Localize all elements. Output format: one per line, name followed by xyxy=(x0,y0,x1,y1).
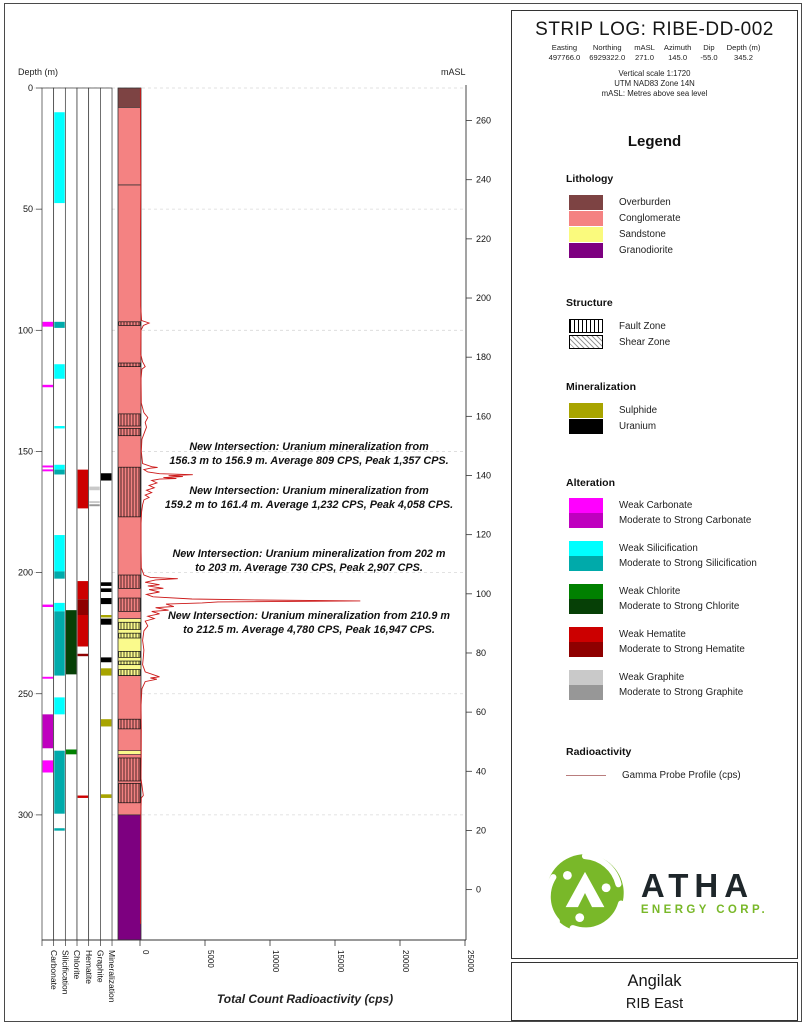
gamma-line-swatch xyxy=(566,775,606,776)
shear-zone-swatch xyxy=(569,335,603,349)
track-interval xyxy=(66,749,76,754)
legend-section-mineralization xyxy=(566,381,791,434)
legend-label: Sulphide xyxy=(619,404,658,416)
masl-tick-label: 120 xyxy=(476,529,492,540)
collar-field xyxy=(664,43,691,62)
legend-pair-labels xyxy=(619,627,745,657)
fault-zone xyxy=(119,598,141,611)
area-name: RIB East xyxy=(625,996,684,1012)
legend-label: Fault Zone xyxy=(619,320,666,332)
track-interval xyxy=(78,470,88,509)
collar-field-value: 497766.0 xyxy=(548,52,581,62)
track-interval xyxy=(101,615,111,617)
track-interval xyxy=(66,610,76,674)
legend-pair-swatches xyxy=(569,584,603,614)
strong-swatch xyxy=(569,642,603,657)
fault-zone xyxy=(119,575,141,588)
depth-tick-label: 200 xyxy=(17,567,33,578)
legend-pair-item xyxy=(566,541,791,571)
track-interval xyxy=(101,619,111,625)
panel-note: Vertical scale 1:1720 xyxy=(618,69,691,78)
track-mineralization xyxy=(100,88,112,940)
collar-fields xyxy=(512,43,797,62)
legend-label: Shear Zone xyxy=(619,336,671,348)
intersection-annotation xyxy=(140,485,478,512)
fault-zone xyxy=(119,651,141,657)
track-interval xyxy=(54,112,64,203)
track-hematite xyxy=(77,88,89,940)
legend-item xyxy=(566,418,791,434)
lithology-overburden xyxy=(118,88,141,107)
collar-field xyxy=(727,43,761,62)
legend-item xyxy=(566,767,791,783)
legend-label: Weak Carbonate xyxy=(619,500,693,511)
fault-zone xyxy=(119,633,141,638)
fault-zone xyxy=(119,467,141,517)
legend-label: Sandstone xyxy=(619,228,666,240)
track-interval xyxy=(54,571,64,578)
masl-tick-label: 200 xyxy=(476,293,492,304)
depth-tick-label: 50 xyxy=(22,204,33,215)
cps-tick-label: 15000 xyxy=(336,950,345,973)
project-name: Angilak xyxy=(627,972,682,990)
legend-label: Weak Graphite xyxy=(619,672,685,683)
strong-swatch xyxy=(569,556,603,571)
atha-logo-icon xyxy=(541,849,629,937)
legend-item xyxy=(566,334,791,350)
masl-tick-label: 260 xyxy=(476,115,492,126)
track-interval xyxy=(89,504,99,506)
annotation-line: New Intersection: Uranium mineralization from xyxy=(189,485,429,497)
track-interval xyxy=(78,581,88,599)
fault-zone xyxy=(119,322,141,326)
color-swatch xyxy=(569,211,603,226)
track-interval xyxy=(54,603,64,611)
track-interval xyxy=(101,473,111,480)
legend-label: Granodiorite xyxy=(619,244,673,256)
annotation-line: 159.2 m to 161.4 m. Average 1,232 CPS, Peak 4,058 CPS. xyxy=(164,498,454,511)
depth-axis-label: Depth (m) xyxy=(18,67,59,77)
info-panel xyxy=(511,10,798,959)
fault-zone-swatch xyxy=(569,319,603,333)
collar-field xyxy=(634,43,655,62)
legend-label: Uranium xyxy=(619,420,657,432)
masl-tick-label: 80 xyxy=(476,647,487,658)
legend-item xyxy=(566,194,791,210)
track-interval xyxy=(78,654,88,656)
cps-tick-label: 0 xyxy=(141,950,150,955)
collar-field-value: 345.2 xyxy=(734,52,754,62)
lithology-conglomerate xyxy=(118,676,141,751)
legend-item xyxy=(566,210,791,226)
legend-pair-swatches xyxy=(569,627,603,657)
track-graphite xyxy=(89,88,101,940)
depth-tick-label: 250 xyxy=(17,688,33,699)
masl-tick-label: 180 xyxy=(476,352,492,363)
panel-note: mASL: Metres above sea level xyxy=(601,89,708,98)
fault-zone xyxy=(119,363,141,367)
intersection-annotation xyxy=(140,441,478,468)
intersection-annotation xyxy=(140,548,478,575)
track-interval xyxy=(43,466,53,468)
masl-tick-label: 220 xyxy=(476,233,492,244)
masl-tick-label: 0 xyxy=(476,884,482,895)
cps-tick-label: 10000 xyxy=(271,950,280,973)
masl-tick-label: 60 xyxy=(476,707,487,718)
annotation-line: to 212.5 m. Average 4,780 CPS, Peak 16,947 CPS. xyxy=(183,623,435,636)
track-interval xyxy=(43,605,53,607)
collar-field-value: -55.0 xyxy=(700,52,718,62)
weak-swatch xyxy=(569,541,603,556)
annotation-line: New Intersection: Uranium mineralization from 210.9 m xyxy=(168,610,450,622)
title-block xyxy=(511,962,798,1021)
collar-field-value: 271.0 xyxy=(635,52,655,62)
cps-tick-label: 25000 xyxy=(466,950,475,973)
legend-pair-item xyxy=(566,670,791,700)
legend-section-header: Mineralization xyxy=(566,381,637,393)
weak-swatch xyxy=(569,584,603,599)
collar-field-label: Dip xyxy=(703,43,715,52)
color-swatch xyxy=(569,195,603,210)
masl-tick-label: 140 xyxy=(476,470,492,481)
legend-section-lithology xyxy=(566,173,791,258)
track-interval xyxy=(54,465,64,470)
lithology-granodiorite xyxy=(118,815,141,940)
track-interval xyxy=(89,501,99,503)
track-interval xyxy=(78,615,88,646)
track-interval xyxy=(101,794,111,798)
color-swatch xyxy=(569,419,603,434)
panel-notes xyxy=(512,69,797,99)
fault-zone xyxy=(119,622,141,629)
annotation-line: New Intersection: Uranium mineralization from 202 m xyxy=(172,548,446,560)
cps-tick-label: 5000 xyxy=(206,950,215,968)
masl-tick-label: 160 xyxy=(476,411,492,422)
annotation-line: to 203 m. Average 730 CPS, Peak 2,907 CPS. xyxy=(195,561,423,574)
legend-label: Moderate to Strong Graphite xyxy=(619,687,744,698)
track-interval xyxy=(54,535,64,571)
legend-pair-labels xyxy=(619,670,743,700)
track-label: Carbonate xyxy=(48,950,59,990)
track-interval xyxy=(78,796,88,798)
track-label: Chlorite xyxy=(72,950,83,980)
legend-section-structure xyxy=(566,297,791,350)
fault-zone xyxy=(119,661,141,665)
legend-section-header: Alteration xyxy=(566,477,616,489)
legend-label: Moderate to Strong Chlorite xyxy=(619,601,740,612)
weak-swatch xyxy=(569,627,603,642)
panel-note: UTM NAD83 Zone 14N xyxy=(614,79,695,88)
track-interval xyxy=(101,668,111,675)
legend-pair-labels xyxy=(619,541,757,571)
track-interval xyxy=(101,598,111,604)
depth-tick-label: 0 xyxy=(27,83,33,93)
brand-subtitle: ENERGY CORP. xyxy=(640,904,769,916)
legend-pair-swatches xyxy=(569,541,603,571)
legend-pair-swatches xyxy=(569,498,603,528)
fault-zone xyxy=(119,428,141,435)
track-interval xyxy=(43,322,53,327)
track-label: Graphite xyxy=(95,950,106,983)
track-interval xyxy=(89,487,99,491)
lithology-sandstone xyxy=(118,751,141,755)
collar-field-label: Azimuth xyxy=(663,43,692,52)
track-interval xyxy=(43,469,53,471)
brand-name: ATHA xyxy=(640,867,755,904)
track-interval xyxy=(54,426,64,428)
legend-section-header: Radioactivity xyxy=(566,746,632,758)
legend-pair-labels xyxy=(619,498,751,528)
legend-label: Overburden xyxy=(619,196,671,208)
track-interval xyxy=(54,322,64,328)
collar-field xyxy=(589,43,625,62)
legend-section-header: Lithology xyxy=(566,173,614,185)
track-interval xyxy=(101,657,111,662)
legend-title: Legend xyxy=(627,133,682,150)
track-interval xyxy=(54,611,64,675)
legend-item xyxy=(566,402,791,418)
collar-field-value: 145.0 xyxy=(668,52,688,62)
depth-tick-label: 150 xyxy=(17,446,33,457)
legend-section-header: Structure xyxy=(566,297,613,309)
color-swatch xyxy=(569,227,603,242)
color-swatch xyxy=(569,243,603,258)
track-interval xyxy=(101,588,111,592)
collar-field-label: Easting xyxy=(551,43,578,52)
intersection-annotation xyxy=(140,610,478,637)
collar-field-label: mASL xyxy=(634,43,655,52)
annotation-line: 156.3 m to 156.9 m. Average 809 CPS, Peak 1,357 CPS. xyxy=(169,454,449,467)
depth-tick-label: 300 xyxy=(17,809,33,820)
annotation-line: New Intersection: Uranium mineralization from xyxy=(189,441,429,453)
legend-label: Weak Chlorite xyxy=(619,586,681,597)
legend-item xyxy=(566,318,791,334)
track-interval xyxy=(43,677,53,679)
track-interval xyxy=(54,828,64,830)
track-interval xyxy=(43,714,53,748)
track-interval xyxy=(101,719,111,726)
track-label: Silicification xyxy=(60,950,71,995)
masl-tick-label: 240 xyxy=(476,174,492,185)
legend-pair-item xyxy=(566,627,791,657)
legend-section-alteration xyxy=(566,477,791,713)
track-carbonate xyxy=(42,88,54,940)
depth-tick-label: 100 xyxy=(17,325,33,336)
masl-tick-label: 40 xyxy=(476,766,487,777)
legend-label: Moderate to Strong Hematite xyxy=(619,644,745,655)
strong-swatch xyxy=(569,513,603,528)
track-interval xyxy=(54,364,64,379)
legend-label: Weak Hematite xyxy=(619,629,686,640)
track-interval xyxy=(54,697,64,714)
track-interval xyxy=(54,751,64,814)
fault-zone xyxy=(119,719,141,729)
legend-pair-item xyxy=(566,498,791,528)
strong-swatch xyxy=(569,599,603,614)
fault-zone xyxy=(119,670,141,676)
strong-swatch xyxy=(569,685,603,700)
collar-field-value: 6929322.0 xyxy=(589,52,626,62)
track-interval xyxy=(54,470,64,475)
legend-pair-labels xyxy=(619,584,739,614)
legend-label: Conglomerate xyxy=(619,212,681,224)
track-interval xyxy=(43,760,53,772)
collar-field-label: Depth (m) xyxy=(726,43,761,52)
color-swatch xyxy=(569,403,603,418)
track-label: Hematite xyxy=(83,950,94,985)
legend-label: Gamma Probe Profile (cps) xyxy=(622,769,741,781)
weak-swatch xyxy=(569,498,603,513)
weak-swatch xyxy=(569,670,603,685)
legend-item xyxy=(566,242,791,258)
legend-pair-swatches xyxy=(569,670,603,700)
collar-field xyxy=(549,43,581,62)
collar-field xyxy=(700,43,717,62)
fault-zone xyxy=(119,783,141,802)
legend-section-radioactivity xyxy=(566,746,791,783)
brand-text xyxy=(640,867,769,916)
legend-pair-item xyxy=(566,584,791,614)
legend-item xyxy=(566,226,791,242)
masl-tick-label: 20 xyxy=(476,825,487,836)
track-interval xyxy=(101,582,111,586)
masl-axis-label: mASL xyxy=(441,67,466,77)
track-chlorite xyxy=(65,88,77,940)
legend-label: Weak Silicification xyxy=(619,543,698,554)
collar-field-label: Northing xyxy=(592,43,622,52)
legend-label: Moderate to Strong Silicification xyxy=(619,558,757,569)
company-logo xyxy=(512,849,797,937)
cps-tick-label: 20000 xyxy=(401,950,410,973)
page-title: STRIP LOG: RIBE-DD-002 xyxy=(535,19,774,40)
fault-zone xyxy=(119,414,141,426)
masl-tick-label: 100 xyxy=(476,588,492,599)
track-interval xyxy=(43,385,53,387)
track-label: Mineralization xyxy=(107,950,118,1003)
radioactivity-axis-title: Total Count Radioactivity (cps) xyxy=(216,992,394,1006)
track-interval xyxy=(78,599,88,615)
legend-label: Moderate to Strong Carbonate xyxy=(619,515,752,526)
fault-zone xyxy=(119,758,141,781)
